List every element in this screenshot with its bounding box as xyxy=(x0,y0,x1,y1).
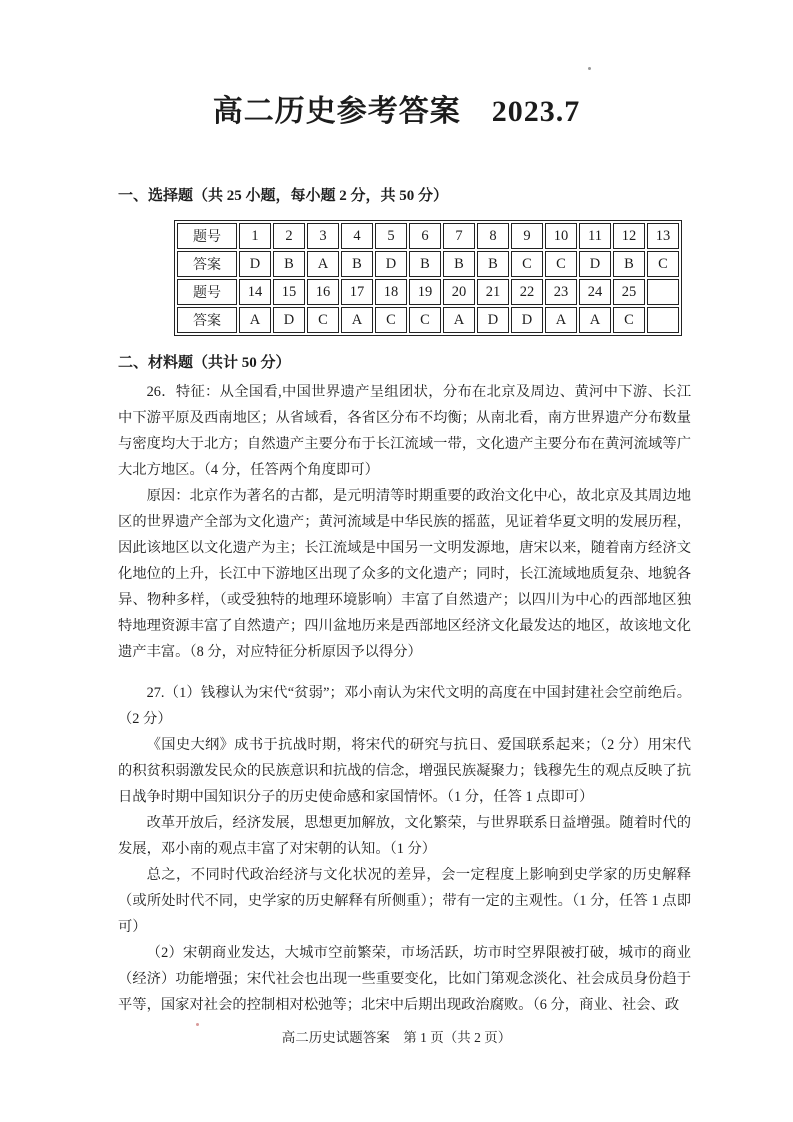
answer-cell: 18 xyxy=(375,279,407,305)
answer-cell: D xyxy=(273,307,305,333)
row-label-cell: 题号 xyxy=(177,223,237,249)
answer-cell xyxy=(647,279,679,305)
q27-part1-conclusion-paragraph: 总之，不同时代政治经济与文化状况的差异，会一定程度上影响到史学家的历史解释（或所处时代不同，史学家的历史解释有所侧重）；带有一定的主观性。（1 分，任答 1 点即可） xyxy=(118,867,691,935)
answer-cell: C xyxy=(307,307,339,333)
answer-cell: D xyxy=(477,307,509,333)
document-title: 高二历史参考答案 2023.7 xyxy=(212,95,581,128)
q27-part1-guoshidagang-paragraph: 《国史大纲》成书于抗战时期，将宋代的研究与抗日、爱国联系起来；（2 分）用宋代的积贫积弱激发民众的民族意识和抗战的信念，增强民族凝聚力；钱穆先生的观点反映了抗日战争时期中国知识分子的历史使命感和家国情怀。（1 分，任答 1 点即可） xyxy=(118,737,691,805)
answer-cell: 14 xyxy=(239,279,271,305)
answer-cell: A xyxy=(443,307,475,333)
answer-cell: 24 xyxy=(579,279,611,305)
answer-text-block xyxy=(118,379,691,1018)
q26-reasons-paragraph: 原因：北京作为著名的古都，是元明清等时期重要的政治文化中心，故北京及其周边地区的世界遗产全部为文化遗产；黄河流域是中华民族的摇蓝，见证着华夏文明的发展历程，因此该地区以文化遗产为主；长江流域是中国另一文明发源地，唐宋以来，随着南方经济文化地位的上升，长江中下游地区出现了众多的文化遗产；同时，长江流域地质复杂、地貌各异、物种多样，（或受独特的地理环境影响）丰富了自然遗产；以四川为中心的西部地区独特地理资源丰富了自然遗产；四川盆地历来是西部地区经济文化最发达的地区，故该地文化遗产丰富。（8 分，对应特征分析原因予以得分） xyxy=(118,488,691,660)
answer-cell: D xyxy=(579,251,611,277)
answer-cell: 8 xyxy=(477,223,509,249)
answer-cell: 9 xyxy=(511,223,543,249)
answer-cell: 2 xyxy=(273,223,305,249)
scan-speck xyxy=(196,1023,199,1026)
section1-heading: 一、选择题（共 25 小题，每小题 2 分，共 50 分） xyxy=(118,188,449,204)
answer-cell: 16 xyxy=(307,279,339,305)
answer-cell: C xyxy=(545,251,577,277)
answer-cell: B xyxy=(273,251,305,277)
q27-part1-reform-era-paragraph: 改革开放后，经济发展，思想更加解放，文化繁荣，与世界联系日益增强。随着时代的发展，邓小南的观点丰富了对宋朝的认知。（1 分） xyxy=(118,815,691,857)
row-label-cell: 答案 xyxy=(177,251,237,277)
answer-cell: B xyxy=(613,251,645,277)
answer-key-table xyxy=(174,220,682,336)
document-body xyxy=(118,186,691,1018)
scan-speck xyxy=(588,67,591,70)
row-label-cell: 答案 xyxy=(177,307,237,333)
answer-cell: 22 xyxy=(511,279,543,305)
answer-cell: A xyxy=(307,251,339,277)
answer-table-row xyxy=(177,223,679,249)
answer-table-row xyxy=(177,251,679,277)
answer-cell: 23 xyxy=(545,279,577,305)
answer-cell: C xyxy=(511,251,543,277)
answer-cell: D xyxy=(375,251,407,277)
answer-cell: 5 xyxy=(375,223,407,249)
answer-cell: 12 xyxy=(613,223,645,249)
answer-cell: 7 xyxy=(443,223,475,249)
answer-table-row xyxy=(177,279,679,305)
answer-cell: 13 xyxy=(647,223,679,249)
answer-cell: C xyxy=(409,307,441,333)
q26-features-paragraph: 26．特征：从全国看,中国世界遗产呈组团状，分布在北京及周边、黄河中下游、长江中下游平原及西南地区；从省域看，各省区分布不均衡；从南北看，南方世界遗产分布数量与密度均大于北方；自然遗产主要分布于长江流域一带，文化遗产主要分布在黄河流域等广大北方地区。（4 分，任答两个角度即可） xyxy=(118,384,691,478)
q27-part1-viewpoints-paragraph: 27.（1）钱穆认为宋代“贫弱”；邓小南认为宋代文明的高度在中国封建社会空前绝后。（2 分） xyxy=(118,685,691,727)
q27-part2-song-commerce-paragraph: （2）宋朝商业发达，大城市空前繁荣，市场活跃，坊市时空界限被打破，城市的商业（经济）功能增强；宋代社会也出现一些重要变化，比如门第观念淡化、社会成员身份趋于平等，国家对社会的控制相对松弛等；北宋中后期出现政治腐败。（6 分，商业、社会、政 xyxy=(118,945,691,1013)
answer-cell: 21 xyxy=(477,279,509,305)
answer-cell: B xyxy=(341,251,373,277)
page-footer: 高二历史试题答案 第 1 页（共 2 页） xyxy=(281,1030,512,1045)
answer-cell: 10 xyxy=(545,223,577,249)
answer-cell: A xyxy=(239,307,271,333)
answer-cell: C xyxy=(647,251,679,277)
answer-cell: 15 xyxy=(273,279,305,305)
answer-cell: 11 xyxy=(579,223,611,249)
answer-cell: B xyxy=(443,251,475,277)
section2-heading: 二、材料题（共计 50 分） xyxy=(118,355,291,371)
answer-key-table-body xyxy=(177,223,679,333)
answer-cell: 4 xyxy=(341,223,373,249)
answer-cell: B xyxy=(409,251,441,277)
row-label-cell: 题号 xyxy=(177,279,237,305)
answer-cell: A xyxy=(579,307,611,333)
answer-cell: C xyxy=(375,307,407,333)
answer-cell: A xyxy=(341,307,373,333)
answer-cell: C xyxy=(613,307,645,333)
answer-cell: 20 xyxy=(443,279,475,305)
answer-cell: B xyxy=(477,251,509,277)
answer-cell: A xyxy=(545,307,577,333)
answer-table-row xyxy=(177,307,679,333)
answer-cell xyxy=(647,307,679,333)
answer-cell: D xyxy=(511,307,543,333)
answer-cell: D xyxy=(239,251,271,277)
answer-cell: 17 xyxy=(341,279,373,305)
answer-cell: 6 xyxy=(409,223,441,249)
answer-cell: 19 xyxy=(409,279,441,305)
answer-cell: 25 xyxy=(613,279,645,305)
answer-cell: 1 xyxy=(239,223,271,249)
answer-cell: 3 xyxy=(307,223,339,249)
